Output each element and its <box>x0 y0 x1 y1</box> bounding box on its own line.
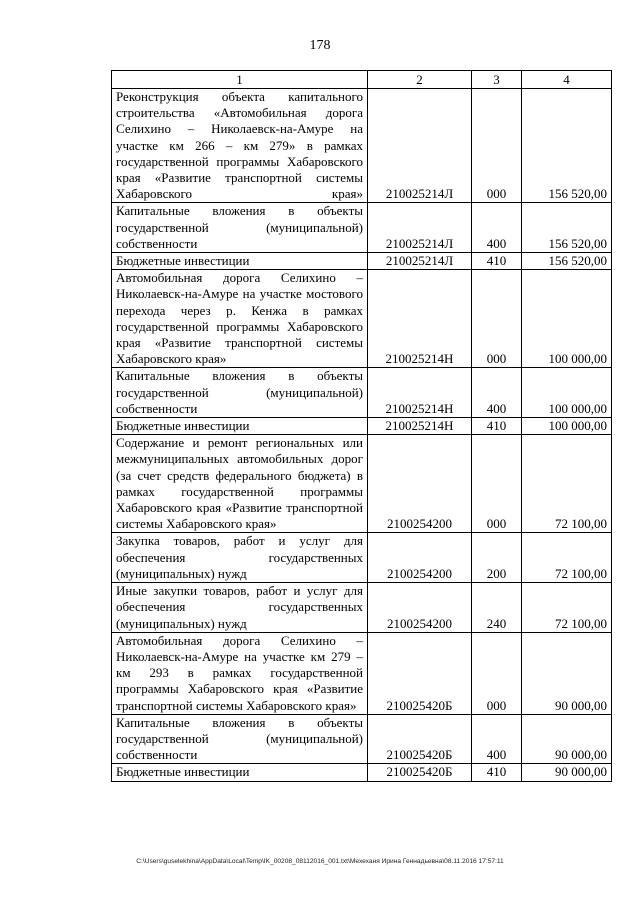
column-header-code: 2 <box>368 71 472 89</box>
row-type: 410 <box>472 418 522 435</box>
row-type: 400 <box>472 714 522 764</box>
table-row <box>112 583 612 633</box>
row-amount: 72 100,00 <box>522 583 612 633</box>
row-name: Содержание и ремонт региональных или межмуниципальных автомобильных дорог (за счет средств федерального бюджета) в рамках государственной программы Хабаровского края «Развитие транспортной системы Хабаровского края» <box>112 435 368 533</box>
table-row <box>112 533 612 583</box>
row-code: 210025420Б <box>368 714 472 764</box>
table-row <box>112 270 612 368</box>
row-type: 410 <box>472 764 522 781</box>
row-code: 210025214Л <box>368 203 472 253</box>
row-amount: 72 100,00 <box>522 435 612 533</box>
row-amount: 90 000,00 <box>522 764 612 781</box>
row-amount: 90 000,00 <box>522 714 612 764</box>
row-amount: 90 000,00 <box>522 632 612 714</box>
row-type: 000 <box>472 270 522 368</box>
row-name: Иные закупки товаров, работ и услуг для обеспечения государственных (муниципальных) нужд <box>112 583 368 633</box>
page-number: 178 <box>309 38 331 53</box>
row-name: Бюджетные инвестиции <box>112 418 368 435</box>
row-name: Капитальные вложения в объекты государственной (муниципальной) собственности <box>112 714 368 764</box>
row-code: 2100254200 <box>368 583 472 633</box>
table-row <box>112 253 612 270</box>
row-name: Реконструкция объекта капитального строительства «Автомобильная дорога Селихино – Николаевск-на-Амуре на участке км 266 – км 279» в рамках государственной программы Хабаровского края «Развитие транспортной системы Хабаровского края» <box>112 89 368 203</box>
row-type: 000 <box>472 435 522 533</box>
row-type: 000 <box>472 632 522 714</box>
table-row <box>112 418 612 435</box>
row-type: 240 <box>472 583 522 633</box>
row-code: 210025214Л <box>368 89 472 203</box>
file-path-footer: C:\Users\guselekhina\AppData\Local\Temp\IK_00208_08112016_001.txt\Мехеханя Ирина Геннадьевна\08.11.2016 17:57:11 <box>136 858 504 865</box>
table-header-row <box>112 71 612 89</box>
budget-table <box>111 70 612 782</box>
row-amount: 156 520,00 <box>522 203 612 253</box>
table-row <box>112 714 612 764</box>
row-name: Автомобильная дорога Селихино – Николаевск-на-Амуре на участке км 279 – км 293 в рамках государственной программы Хабаровского края «Развитие транспортной системы Хабаровского края» <box>112 632 368 714</box>
row-name: Капитальные вложения в объекты государственной (муниципальной) собственности <box>112 203 368 253</box>
row-name: Закупка товаров, работ и услуг для обеспечения государственных (муниципальных) нужд <box>112 533 368 583</box>
row-name: Бюджетные инвестиции <box>112 764 368 781</box>
row-amount: 156 520,00 <box>522 89 612 203</box>
row-name: Капитальные вложения в объекты государственной (муниципальной) собственности <box>112 368 368 418</box>
row-code: 210025214Н <box>368 418 472 435</box>
row-amount: 100 000,00 <box>522 368 612 418</box>
table-row <box>112 764 612 781</box>
row-code: 210025214Л <box>368 253 472 270</box>
row-type: 000 <box>472 89 522 203</box>
column-header-name: 1 <box>112 71 368 89</box>
row-type: 200 <box>472 533 522 583</box>
row-amount: 100 000,00 <box>522 270 612 368</box>
row-code: 210025214Н <box>368 270 472 368</box>
row-code: 210025420Б <box>368 632 472 714</box>
row-type: 400 <box>472 368 522 418</box>
row-amount: 100 000,00 <box>522 418 612 435</box>
row-amount: 72 100,00 <box>522 533 612 583</box>
row-code: 2100254200 <box>368 435 472 533</box>
row-type: 410 <box>472 253 522 270</box>
table-row <box>112 203 612 253</box>
row-type: 400 <box>472 203 522 253</box>
table-row <box>112 368 612 418</box>
row-name: Автомобильная дорога Селихино – Николаевск-на-Амуре на участке мостового перехода через р. Кенжа в рамках государственной программы Хабаровского края «Развитие транспортной системы Хабаровского края» <box>112 270 368 368</box>
column-header-type: 3 <box>472 71 522 89</box>
column-header-amount: 4 <box>522 71 612 89</box>
table-row <box>112 89 612 203</box>
row-amount: 156 520,00 <box>522 253 612 270</box>
table-row <box>112 435 612 533</box>
row-code: 2100254200 <box>368 533 472 583</box>
row-code: 210025420Б <box>368 764 472 781</box>
row-code: 210025214Н <box>368 368 472 418</box>
table-row <box>112 632 612 714</box>
row-name: Бюджетные инвестиции <box>112 253 368 270</box>
